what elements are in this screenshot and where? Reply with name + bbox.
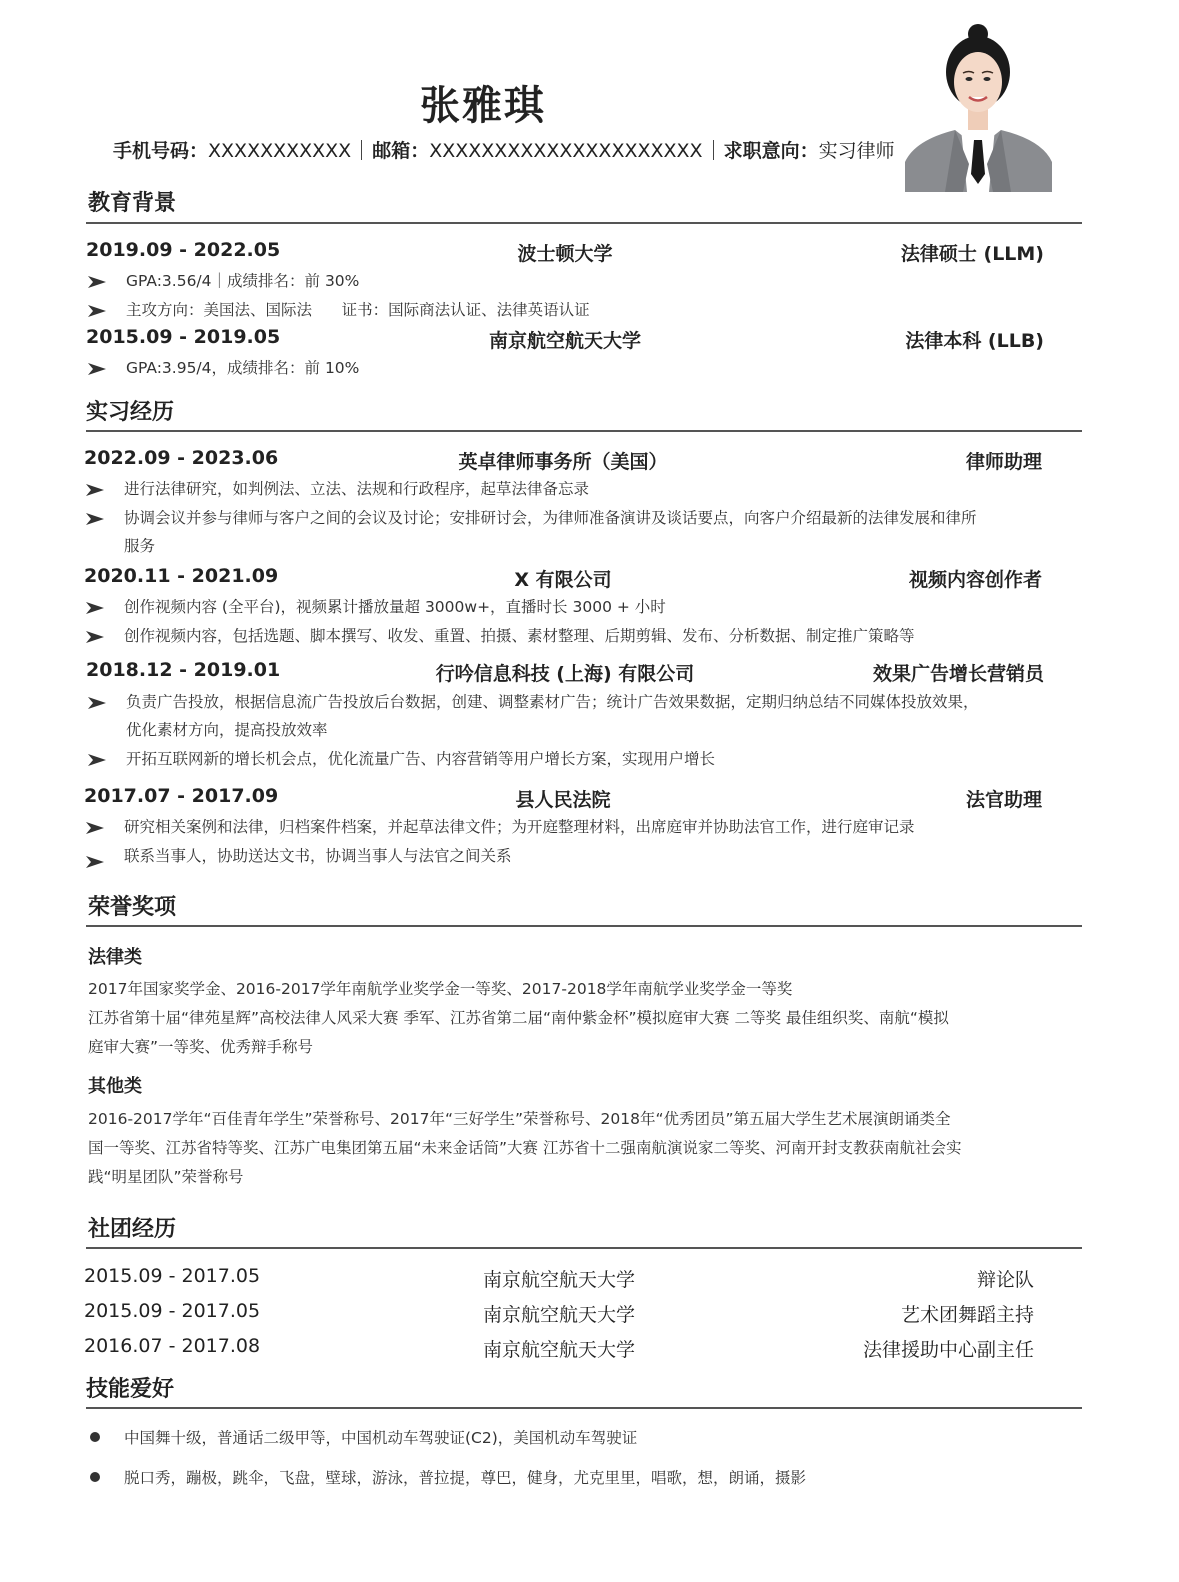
internship-entry-row [84,785,1042,815]
arrow-bullet-icon [88,697,106,709]
entry-date: 2015.09 - 2017.05 [84,1265,261,1287]
bullet-dot-icon [90,1472,100,1482]
bullet-item [86,842,1036,870]
bullet-text: 进行法律研究，如判例法、立法、法规和行政程序，起草法律备忘录 [124,480,590,498]
entry-org: 南京航空航天大学 [482,1304,635,1326]
bullet-item [88,688,1038,744]
entry-date: 2020.11 - 2021.09 [84,565,279,587]
entry-role: 律师助理 [965,451,1042,473]
section-divider [86,1407,1082,1409]
entry-date: 2015.09 - 2017.05 [84,1300,261,1322]
contact-line [113,136,895,163]
section-title-internship: 实习经历 [86,400,175,425]
entry-date: 2019.09 - 2022.05 [86,239,281,261]
skill-item [88,1466,988,1490]
intent-label: 求职意向： [723,140,819,162]
bullet-text: 创作视频内容 (全平台)，视频累计播放量超 3000w+，直播时长 3000 + 小时 [124,598,666,616]
entry-date: 2015.09 - 2019.05 [86,326,281,348]
arrow-bullet-icon [88,363,106,375]
education-entry-row [86,239,1044,269]
entry-date: 2022.09 - 2023.06 [84,447,279,469]
bullet-text: 研究相关案例和法律，归档案件档案，并起草法律文件；为开庭整理材料，出席庭审并协助法官工作，进行庭审记录 [124,818,915,836]
section-divider [86,925,1082,927]
bullet-item [86,622,1036,650]
bullet-text: GPA:3.95/4，成绩排名：前 10% [126,359,360,377]
entry-org: 县人民法院 [515,789,611,811]
internship-entry-row [84,565,1042,595]
bullet-dot-icon [90,1432,100,1442]
arrow-bullet-icon [86,822,104,834]
skill-item [88,1426,988,1450]
arrow-bullet-icon [88,305,106,317]
entry-role: 艺术团舞蹈主持 [900,1304,1034,1326]
bullet-item [88,296,1038,324]
honors-law-line: 2017年国家奖学金、2016-2017学年南航学业奖学金一等奖、2017-2018学年南航学业奖学金一等奖 [88,980,793,998]
arrow-bullet-icon [88,276,106,288]
club-entry-row [84,1265,1034,1295]
honors-law-line: 庭审大赛”一等奖、优秀辩手称号 [88,1038,314,1056]
bullet-text: 联系当事人，协助送达文书，协调当事人与法官之间关系 [124,847,512,865]
club-entry-row [84,1335,1034,1365]
entry-degree: 法律本科 (LLB) [905,330,1044,352]
bullet-item [86,504,1036,560]
skill-text: 脱口秀，蹦极，跳伞，飞盘，壁球，游泳，普拉提，尊巴，健身，尤克里里，唱歌，想，朗诵，摄影 [124,1469,807,1487]
entry-date: 2016.07 - 2017.08 [84,1335,261,1357]
section-divider [86,1247,1082,1249]
section-title-education: 教育背景 [88,191,177,216]
bullet-text: 负责广告投放，根据信息流广告投放后台数据，创建、调整素材广告；统计广告效果数据，定期归纳总结不同媒体投放效果， [126,693,979,711]
bullet-text: 创作视频内容，包括选题、脚本撰写、收发、重置、拍摄、素材整理、后期剪辑、发布、分析数据、制定推广策略等 [124,627,915,645]
entry-org: 南京航空航天大学 [482,1339,635,1361]
honors-other-line: 国一等奖、江苏省特等奖、江苏广电集团第五届“未来金话筒”大赛 江苏省十二强南航演说家二等奖、河南开封支教获南航社会实 [88,1139,962,1157]
entry-org: 南京航空航天大学 [482,1269,635,1291]
candidate-name: 张雅琪 [420,83,546,129]
bullet-text-continued: 优化素材方向，提高投放效率 [126,721,328,739]
entry-role: 效果广告增长营销员 [872,663,1044,685]
internship-entry-row [86,659,1044,689]
entry-role: 法律援助中心副主任 [862,1339,1034,1361]
club-entry-row [84,1300,1034,1330]
contact-divider [713,140,714,160]
bullet-text-continued: 服务 [124,537,156,555]
skill-text: 中国舞十级，普通话二级甲等，中国机动车驾驶证(C2)，美国机动车驾驶证 [124,1429,638,1447]
section-title-skills: 技能爱好 [86,1377,175,1402]
bullet-text: 主攻方向：美国法、国际法 证书：国际商法认证、法律英语认证 [126,301,590,319]
arrow-bullet-icon [88,754,106,766]
internship-entry-row [84,447,1042,477]
section-divider [86,222,1082,224]
intent-value: 实习律师 [818,140,895,162]
bullet-text: 协调会议并参与律师与客户之间的会议及讨论；安排研讨会，为律师准备演讲及谈话要点，向客户介绍最新的法律发展和律所 [124,509,977,527]
entry-date: 2018.12 - 2019.01 [86,659,281,681]
entry-school: 波士顿大学 [517,243,613,265]
bullet-item [86,475,1036,503]
contact-divider [361,140,362,160]
bullet-text: 开拓互联网新的增长机会点，优化流量广告、内容营销等用户增长方案，实现用户增长 [126,750,716,768]
bullet-item [88,267,1038,295]
entry-org: X 有限公司 [514,569,612,591]
arrow-bullet-icon [86,602,104,614]
honors-other-line: 2016-2017学年“百佳青年学生”荣誉称号、2017年“三好学生”荣誉称号、2018年“优秀团员”第五届大学生艺术展演朗诵类全 [88,1110,951,1128]
bullet-item [86,593,1036,621]
education-entry-row [86,326,1044,356]
email-value: XXXXXXXXXXXXXXXXXXXXX [429,140,703,162]
entry-org: 行吟信息科技 (上海) 有限公司 [435,663,695,685]
honors-other-heading: 其他类 [88,1076,142,1097]
bullet-item [88,354,1038,382]
entry-role: 辩论队 [976,1269,1034,1291]
section-title-honors: 荣誉奖项 [88,895,177,920]
section-title-clubs: 社团经历 [88,1217,177,1242]
entry-school: 南京航空航天大学 [488,330,641,352]
bullet-item [86,813,1036,841]
honors-law-line: 江苏省第十届“律苑星辉”高校法律人风采大赛 季军、江苏省第二届“南仲紫金杯”模拟庭审大赛 二等奖 最佳组织奖、南航“模拟 [88,1009,949,1027]
bullet-item [88,745,1038,773]
bullet-text: GPA:3.56/4｜成绩排名：前 30% [126,272,360,290]
profile-photo [905,24,1052,192]
phone-value: XXXXXXXXXXX [208,140,352,162]
entry-degree: 法律硕士 (LLM) [900,243,1044,265]
arrow-bullet-icon [86,513,104,525]
arrow-bullet-icon [86,484,104,496]
email-label: 邮箱： [372,140,430,162]
entry-role: 法官助理 [965,789,1042,811]
entry-role: 视频内容创作者 [908,569,1042,591]
portrait-image [905,24,1052,192]
entry-org: 英卓律师事务所（美国） [458,451,668,473]
phone-label: 手机号码： [113,140,209,162]
arrow-bullet-icon [86,856,104,868]
entry-date: 2017.07 - 2017.09 [84,785,279,807]
arrow-bullet-icon [86,631,104,643]
honors-other-line: 践“明星团队”荣誉称号 [88,1168,244,1186]
honors-law-heading: 法律类 [88,947,142,968]
section-divider [86,430,1082,432]
